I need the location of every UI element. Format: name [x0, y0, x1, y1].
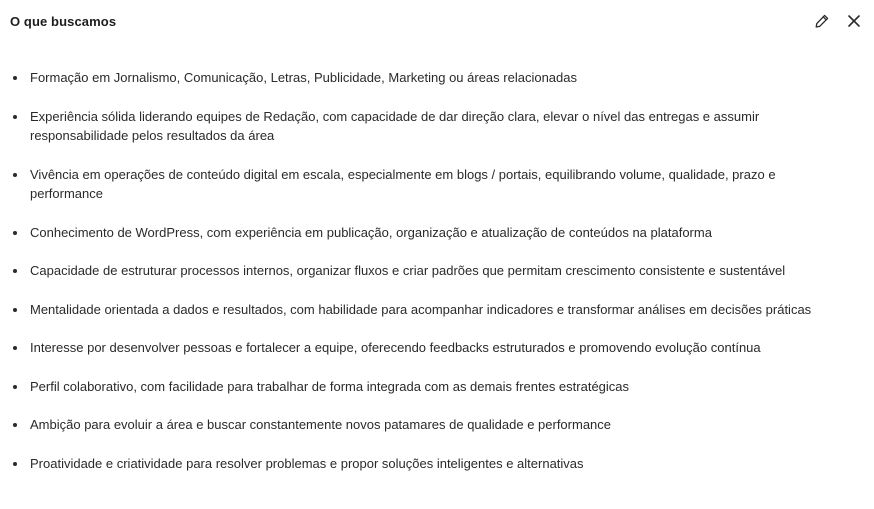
list-item: Proatividade e criatividade para resolver problemas e propor soluções inteligentes e alternativas: [11, 454, 846, 474]
list-item: Interesse por desenvolver pessoas e fortalecer a equipe, oferecendo feedbacks estruturados e promovendo evolução contínua: [11, 338, 846, 358]
requirements-list: [11, 68, 846, 492]
list-item: Mentalidade orientada a dados e resultados, com habilidade para acompanhar indicadores e transformar análises em decisões práticas: [11, 300, 846, 320]
list-item: Vivência em operações de conteúdo digital em escala, especialmente em blogs / portais, equilibrando volume, qualidade, prazo e performance: [11, 165, 846, 204]
close-icon[interactable]: [844, 11, 864, 31]
pencil-icon[interactable]: [812, 11, 832, 31]
list-item: Capacidade de estruturar processos internos, organizar fluxos e criar padrões que permitam crescimento consistente e sustentável: [11, 261, 846, 281]
list-item: Conhecimento de WordPress, com experiência em publicação, organização e atualização de conteúdos na plataforma: [11, 223, 846, 243]
panel-title: O que buscamos: [10, 13, 117, 29]
header-actions: [812, 11, 864, 31]
list-item: Perfil colaborativo, com facilidade para trabalhar de forma integrada com as demais frentes estratégicas: [11, 377, 846, 397]
panel-header: [10, 8, 864, 34]
list-item: Formação em Jornalismo, Comunicação, Letras, Publicidade, Marketing ou áreas relacionadas: [11, 68, 846, 88]
list-item: Ambição para evoluir a área e buscar constantemente novos patamares de qualidade e performance: [11, 415, 846, 435]
list-item: Experiência sólida liderando equipes de Redação, com capacidade de dar direção clara, elevar o nível das entregas e assumir responsabilidade pelos resultados da área: [11, 107, 846, 146]
